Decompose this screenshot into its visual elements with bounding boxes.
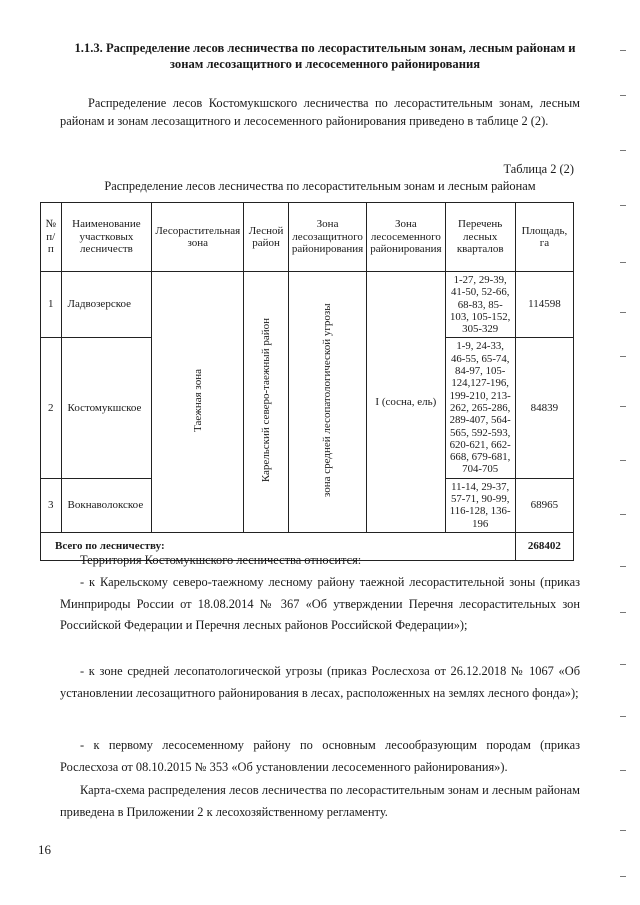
margin-mark	[620, 830, 626, 831]
total-area: 268402	[515, 532, 573, 560]
merged-seed: I (сосна, ель)	[367, 272, 445, 533]
margin-mark	[620, 460, 626, 461]
distribution-table	[40, 202, 574, 561]
margin-mark	[620, 262, 626, 263]
bullet-seed-district: - к первому лесосеменному району по основным лесообразующим породам (приказ Рослесхоза от 08.10.2015 № 353 «Об установлении лесосеменного районирования»).	[60, 738, 580, 774]
row-name: Костомукшское	[61, 338, 152, 478]
merged-zone-cell	[152, 272, 244, 533]
total-label: Всего по лесничеству:	[41, 532, 516, 560]
merged-protection-cell	[288, 272, 366, 533]
bullet-protection-zone: - к зоне средней лесопатологической угрозы (приказ Рослесхоза от 26.12.2018 № 1067 «Об установлении лесозащитного районирования в лесах, расположенных на землях лесного фонда»);	[60, 664, 580, 700]
margin-mark	[620, 612, 626, 613]
header-protection: Зона лесозащитного районирования	[288, 203, 366, 272]
table-label: Таблица 2 (2)	[503, 162, 574, 176]
header-district: Лесной район	[244, 203, 289, 272]
margin-mark	[620, 566, 626, 567]
table-header-row	[41, 203, 574, 272]
header-num: № п/п	[41, 203, 62, 272]
row-quarters: 1-27, 29-39, 41-50, 52-66, 68-83, 85-103, 105-152, 305-329	[445, 272, 515, 338]
header-quarters: Перечень лесных кварталов	[445, 203, 515, 272]
merged-district-cell	[244, 272, 289, 533]
margin-mark	[620, 716, 626, 717]
row-name: Ладвозерское	[61, 272, 152, 338]
header-zone: Лесорастительная зона	[152, 203, 244, 272]
map-note-paragraph: Карта-схема распределения лесов лесничества по лесорастительным зонам и лесным районам приведена в Приложении 2 к лесохозяйственному регламенту.	[60, 783, 580, 819]
margin-mark	[620, 406, 626, 407]
margin-mark	[620, 664, 626, 665]
row-area: 114598	[515, 272, 573, 338]
row-area: 84839	[515, 338, 573, 478]
row-quarters: 11-14, 29-37, 57-71, 90-99, 116-128, 136-196	[445, 478, 515, 532]
header-area: Площадь, га	[515, 203, 573, 272]
row-num: 2	[41, 338, 62, 478]
margin-mark	[620, 876, 626, 877]
territory-paragraph: Территория Костомукшского лесничества относится:	[80, 553, 362, 567]
merged-zone: Таежная зона	[191, 368, 204, 432]
margin-mark	[620, 95, 626, 96]
row-quarters: 1-9, 24-33, 46-55, 65-74, 84-97, 105-124,127-196, 199-210, 213-262, 265-286, 289-407, 564-565, 592-593, 620-621, 662-668, 679-681, 704-705	[445, 338, 515, 478]
intro-paragraph: Распределение лесов Костомукшского лесничества по лесорастительным зонам, лесным районам и зонам лесозащитного и лесосеменного районирования приведено в таблице 2 (2).	[60, 96, 580, 128]
page-number: 16	[38, 842, 51, 857]
merged-protection: зона средней лесопатологической угрозы	[321, 303, 334, 498]
header-seed: Зона лесосеменного районирования	[367, 203, 445, 272]
margin-mark	[620, 150, 626, 151]
row-area: 68965	[515, 478, 573, 532]
table-caption: Распределение лесов лесничества по лесорастительным зонам и лесным районам	[104, 179, 536, 193]
margin-mark	[620, 312, 626, 313]
margin-mark	[620, 356, 626, 357]
bullet-forest-district: - к Карельскому северо-таежному лесному району таежной лесорастительной зоны (приказ Минприроды России от 18.08.2014 № 367 «Об утверждении Перечня лесорастительных зон Российской Федерации и Перечня лесных районов Российской Федерации»);	[60, 575, 580, 632]
header-name: Наименование участковых лесничеств	[61, 203, 152, 272]
margin-mark	[620, 50, 626, 51]
margin-mark	[620, 514, 626, 515]
table-row	[41, 272, 574, 338]
merged-district: Карельский северо-таежный район	[259, 318, 272, 483]
row-num: 1	[41, 272, 62, 338]
margin-mark	[620, 770, 626, 771]
row-name: Вокнаволокское	[61, 478, 152, 532]
margin-mark	[620, 205, 626, 206]
section-heading: 1.1.3. Распределение лесов лесничества по лесорастительным зонам, лесным районам и зонам лесозащитного и лесосеменного районирования	[74, 41, 576, 71]
row-num: 3	[41, 478, 62, 532]
